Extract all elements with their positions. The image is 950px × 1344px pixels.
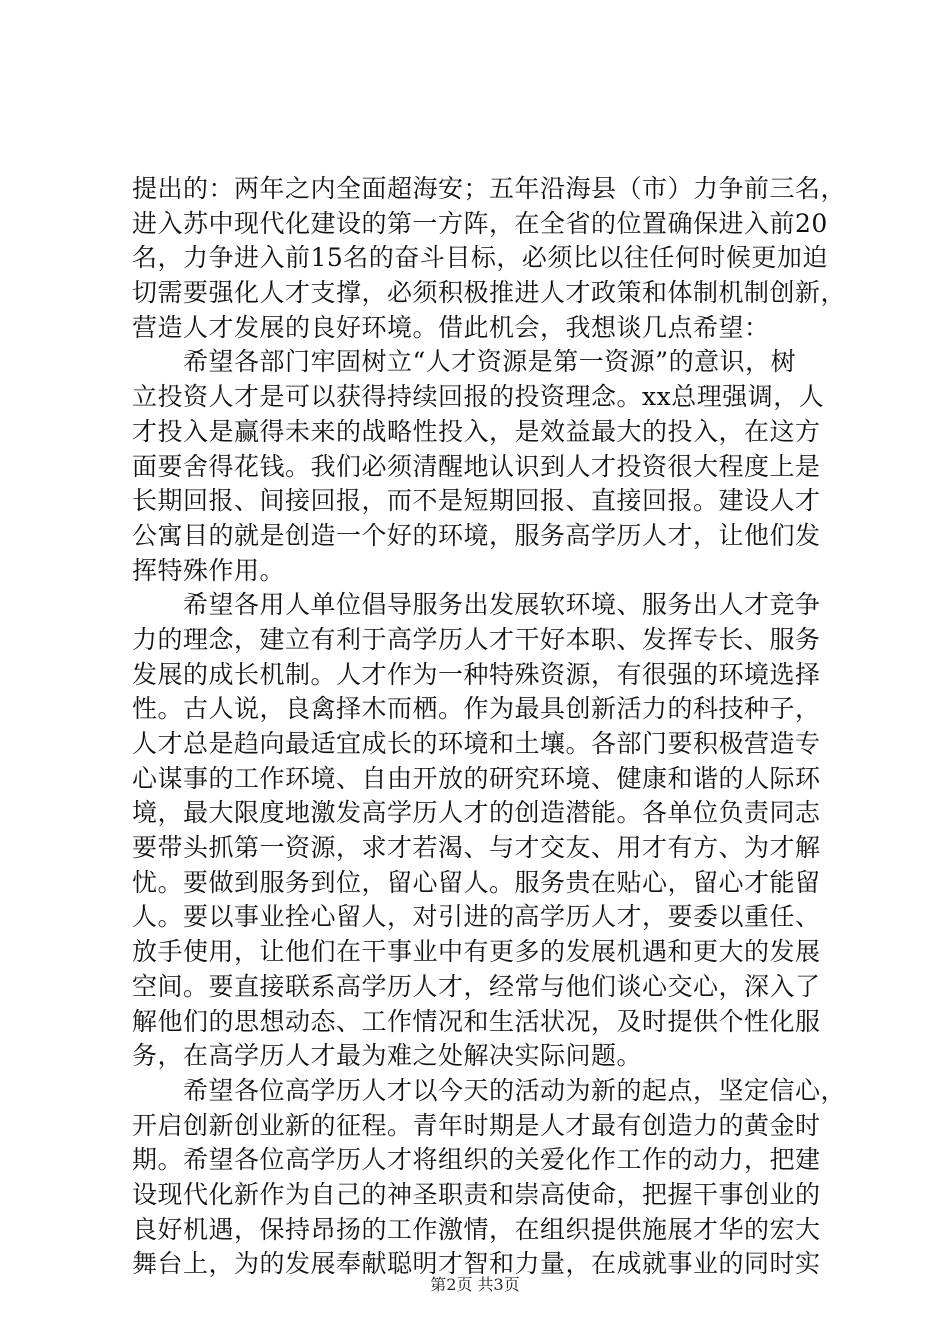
text-line: 境，最大限度地激发高学历人才的创造潜能。各单位负责同志: [132, 798, 821, 828]
text-line: 进入苏中现代化建设的第一方阵，在全省的位置确保进入前20: [132, 208, 828, 238]
document-body: [132, 172, 847, 1282]
text-line: 务，在高学历人才最为难之处解决实际问题。: [132, 1041, 643, 1071]
text-line: 舞台上，为的发展奉献聪明才智和力量，在成就事业的同时实: [132, 1249, 821, 1279]
text-line: 心谋事的工作环境、自由开放的研究环境、健康和谐的人际环: [132, 763, 821, 793]
text-line: 忧。要做到服务到位，留心留人。服务贵在贴心，留心才能留: [132, 867, 821, 897]
text-line: 期。希望各位高学历人才将组织的关爱化作工作的动力，把建: [132, 1145, 821, 1175]
text-line: 立投资人才是可以获得持续回报的投资理念。xx总理强调，人: [132, 382, 825, 412]
text-line: 公寓目的就是创造一个好的环境，服务高学历人才，让他们发: [132, 520, 821, 550]
text-line: 希望各用人单位倡导服务出发展软环境、服务出人才竞争: [132, 590, 821, 620]
page-number-label: 第2页 共3页: [430, 1275, 520, 1294]
text-line: 希望各部门牢固树立“人才资源是第一资源”的意识，树: [132, 347, 797, 377]
text-line: 希望各位高学历人才以今天的活动为新的起点，坚定信心，: [132, 1075, 847, 1105]
page-footer: [0, 1272, 950, 1295]
text-line: 长期回报、间接回报，而不是短期回报、直接回报。建设人才: [132, 486, 821, 516]
text-line: 解他们的思想动态、工作情况和生活状况，及时提供个性化服: [132, 1006, 821, 1036]
text-line: 人。要以事业拴心留人，对引进的高学历人才，要委以重任、: [132, 902, 821, 932]
text-line: 挥特殊作用。: [132, 555, 286, 585]
text-line: 发展的成长机制。人才作为一种特殊资源，有很强的环境选择: [132, 659, 821, 689]
text-line: 力的理念，建立有利于高学历人才干好本职、发挥专长、服务: [132, 624, 821, 654]
text-line: 名，力争进入前15名的奋斗目标，必须比以往任何时候更加迫: [132, 243, 828, 273]
text-line: 提出的：两年之内全面超海安；五年沿海县（市）力争前三名，: [132, 174, 847, 203]
text-line: 空间。要直接联系高学历人才，经常与他们谈心交心，深入了: [132, 971, 821, 1001]
text-line: 性。古人说，良禽择木而栖。作为最具创新活力的科技种子，: [132, 694, 821, 724]
text-line: 设现代化新作为自己的神圣职责和崇高使命，把握干事创业的: [132, 1179, 821, 1209]
text-line: 才投入是赢得未来的战略性投入，是效益最大的投入，在这方: [132, 416, 821, 446]
text-line: 放手使用，让他们在干事业中有更多的发展机遇和更大的发展: [132, 937, 821, 967]
text-line: 人才总是趋向最适宜成长的环境和土壤。各部门要积极营造专: [132, 729, 821, 758]
text-line: 良好机遇，保持昂扬的工作激情，在组织提供施展才华的宏大: [132, 1214, 821, 1244]
text-line: 切需要强化人才支撑，必须积极推进人才政策和体制机制创新，: [132, 278, 847, 308]
text-line: 面要舍得花钱。我们必须清醒地认识到人才投资很大程度上是: [132, 451, 821, 481]
text-line: 要带头抓第一资源，求才若渴、与才交友、用才有方、为才解: [132, 833, 821, 863]
text-line: 开启创新创业新的征程。青年时期是人才最有创造力的黄金时: [132, 1110, 821, 1140]
text-line: 营造人才发展的良好环境。借此机会，我想谈几点希望：: [132, 312, 770, 342]
